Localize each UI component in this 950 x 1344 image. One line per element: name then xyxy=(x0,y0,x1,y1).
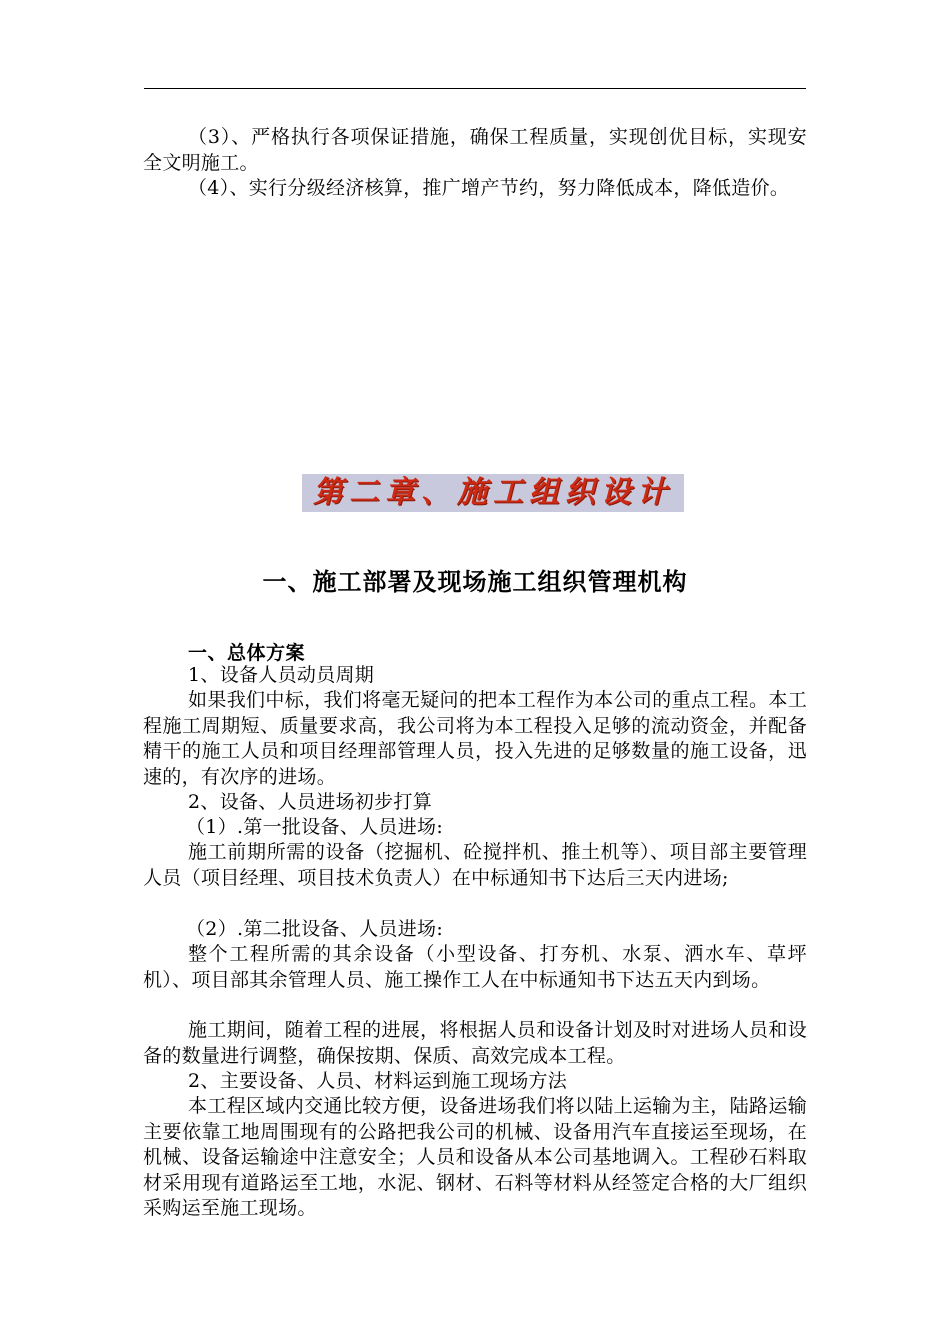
header-rule xyxy=(144,88,806,89)
heading-second-batch: （2）.第二批设备、人员进场: xyxy=(186,918,444,940)
heading-first-batch: （1）.第一批设备、人员进场: xyxy=(186,816,444,838)
paragraph-item-3: （3）、严格执行各项保证措施，确保工程质量，实现创优目标，实现安全文明施工。 xyxy=(143,126,807,174)
paragraph-item-4: （4）、实行分级经济核算，推广增产节约，努力降低成本，降低造价。 xyxy=(188,177,790,199)
paragraph-transport: 本工程区域内交通比较方便，设备进场我们将以陆上运输为主，陆路运输主要依靠工地周围现有的公路把我公司的机械、设备用汽车直接运至现场，在机械、设备运输途中注意安全；人员和设备从本公司基地调入。工程砂石料取材采用现有道路运至工地，水泥、钢材、石料等材料从经签定合格的大厂组织采购运至施工现场。 xyxy=(143,1095,807,1219)
heading-mobilization-period: 1、设备人员动员周期 xyxy=(188,664,375,686)
paragraph-mobilization: 如果我们中标，我们将毫无疑问的把本工程作为本公司的重点工程。本工程施工周期短、质量要求高，我公司将为本工程投入足够的流动资金，并配备精干的施工人员和项目经理部管理人员，投入先进的足够数量的施工设备，迅速的，有次序的进场。 xyxy=(143,689,807,788)
paragraph-second-batch: 整个工程所需的其余设备（小型设备、打夯机、水泵、洒水车、草坪机）、项目部其余管理人员、施工操作工人在中标通知书下达五天内到场。 xyxy=(143,943,807,991)
chapter-heading-box xyxy=(302,474,684,512)
heading-entry-plan: 2、设备、人员进场初步打算 xyxy=(188,791,432,813)
paragraph-adjustment: 施工期间，随着工程的进展，将根据人员和设备计划及时对进场人员和设备的数量进行调整，确保按期、保质、高效完成本工程。 xyxy=(143,1019,807,1067)
paragraph-first-batch: 施工前期所需的设备（挖掘机、砼搅拌机、推土机等）、项目部主要管理人员（项目经理、项目技术负责人）在中标通知书下达后三天内进场; xyxy=(143,841,807,889)
chapter-title: 第二章、施工组织设计 xyxy=(313,475,673,510)
section-title: 一、施工部署及现场施工组织管理机构 xyxy=(262,568,688,596)
heading-transport-method: 2、主要设备、人员、材料运到施工现场方法 xyxy=(188,1070,568,1092)
subheading-overall-plan: 一、总体方案 xyxy=(188,642,306,664)
